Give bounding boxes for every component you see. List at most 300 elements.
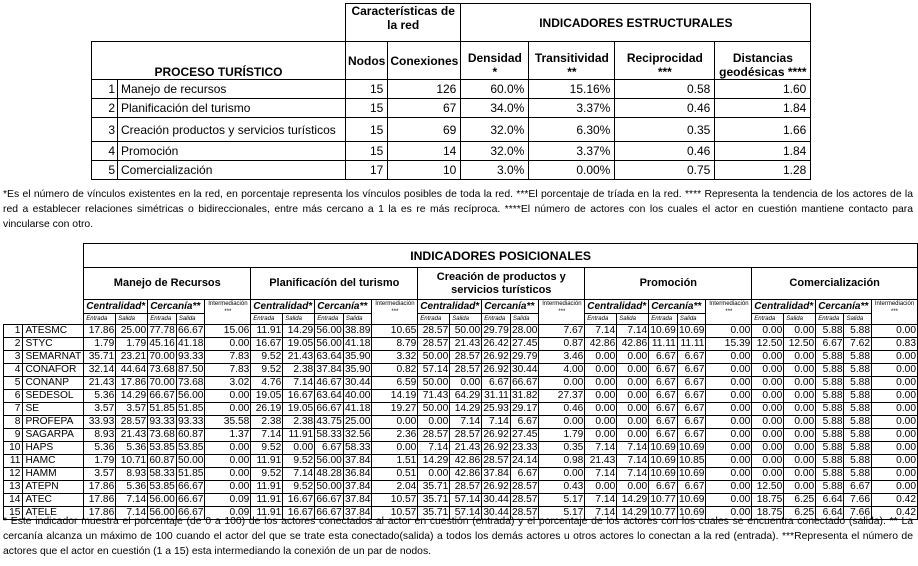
- value-cell: 27.45: [511, 429, 538, 440]
- value-cell: 71.43: [418, 390, 450, 403]
- value-cell: 64.29: [450, 390, 482, 403]
- value-cell: 6.67: [510, 416, 539, 429]
- value-cell: 57.14: [450, 494, 482, 507]
- value-cell: 7.14: [283, 468, 315, 481]
- intermediacion-header: [372, 300, 418, 325]
- value-cell: 53.85: [149, 481, 175, 492]
- value-cell: 27.37: [539, 390, 585, 403]
- blank-cell: [4, 268, 84, 300]
- cell-nodos: 15: [346, 118, 388, 142]
- process-row: [92, 142, 811, 161]
- row-index: 9: [4, 429, 23, 442]
- intermediacion-label: Intermediación: [874, 301, 915, 307]
- value-cell: 31.82: [511, 390, 538, 401]
- value-cell: 7.14: [585, 494, 617, 507]
- value-cell: 50.00: [418, 403, 450, 416]
- value-cell: 5.88: [816, 351, 844, 364]
- cell-conexiones: 14: [388, 142, 461, 161]
- cercania-header: Cercanía**: [482, 300, 539, 314]
- value-cell: 36.84: [344, 468, 371, 479]
- value-cell: 0.00: [784, 455, 816, 468]
- value-cell: 19.27: [372, 403, 418, 416]
- value-cell: 0.00: [706, 442, 752, 455]
- value-cell: 6.67: [816, 338, 844, 351]
- value-cell: 29.79: [511, 351, 538, 362]
- actor-row: [4, 364, 918, 377]
- value-cell: 5.88: [816, 377, 844, 390]
- value-cell: 14.29: [418, 455, 450, 468]
- value-cell: 0.00: [706, 494, 752, 507]
- cell-transitividad: 3.37%: [529, 142, 615, 161]
- actor-row: [4, 403, 918, 416]
- value-cell: 26.92: [483, 429, 509, 440]
- row-index: 12: [4, 468, 23, 481]
- actor-row: [4, 468, 918, 481]
- value-cell: 56.00: [177, 390, 204, 401]
- actor-row: [4, 481, 918, 494]
- value-cell: 0.00: [752, 468, 784, 481]
- salida-header: Salida: [844, 314, 872, 325]
- value-cell: 0.00: [706, 416, 752, 429]
- cell-conexiones: 10: [388, 161, 461, 180]
- value-cell: 66.67: [511, 377, 538, 388]
- value-cell: 0.00: [784, 416, 816, 429]
- centralidad-header: Centralidad*: [585, 300, 649, 314]
- value-cell: 5.36: [116, 442, 148, 455]
- value-cell: 0.00: [617, 377, 649, 390]
- value-cell: 0.00: [752, 403, 784, 416]
- value-cell: 35.90: [344, 364, 371, 375]
- entrada-header: Entrada: [148, 314, 177, 325]
- group-header: Planificacíón del turismo: [251, 268, 418, 300]
- value-cell: 51.85: [177, 468, 204, 479]
- value-cell: 5.88: [844, 325, 872, 338]
- value-cell: 0.00: [784, 481, 816, 494]
- value-cell: 16.67: [251, 338, 283, 351]
- value-cell: 5.17: [539, 507, 585, 520]
- value-cell: 10.57: [372, 507, 418, 520]
- entrada-header: Entrada: [816, 314, 844, 325]
- value-cell: 73.68: [149, 364, 175, 375]
- value-cell: 0.00: [539, 377, 585, 390]
- value-cell: 7.14: [482, 416, 511, 429]
- value-cell: 5.88: [844, 455, 872, 468]
- actor-name: ATESMC: [23, 325, 84, 338]
- value-cell: 6.67: [649, 377, 678, 390]
- cercania-header: Cercanía**: [816, 300, 872, 314]
- value-cell: 9.52: [251, 364, 283, 377]
- value-cell: 10.85: [678, 455, 705, 466]
- value-cell: 24.14: [511, 455, 538, 466]
- value-cell: 6.67: [677, 390, 706, 403]
- entrada-header: Entrada: [84, 314, 116, 325]
- value-cell: 10.69: [650, 325, 676, 336]
- actor-row: [4, 455, 918, 468]
- value-cell: 19.05: [283, 403, 315, 416]
- cell-densidad: 3.0%: [461, 161, 529, 180]
- value-cell: 0.00: [706, 507, 752, 520]
- value-cell: 0.00: [872, 481, 918, 494]
- value-cell: 0.00: [585, 377, 617, 390]
- cell-distancias: 1.60: [715, 80, 811, 99]
- value-cell: 5.88: [844, 364, 872, 377]
- value-cell: 9.52: [283, 455, 315, 468]
- value-cell: 5.88: [816, 455, 844, 468]
- value-cell: 6.67: [677, 351, 706, 364]
- value-cell: 0.00: [617, 416, 649, 429]
- value-cell: 21.43: [450, 338, 482, 351]
- cercania-header: Cercanía**: [315, 300, 372, 314]
- salida-header: Salida: [116, 314, 148, 325]
- value-cell: 0.00: [872, 416, 918, 429]
- value-cell: 35.71: [418, 481, 450, 494]
- actor-row: [4, 416, 918, 429]
- value-cell: 30.44: [344, 377, 371, 388]
- value-cell: 0.00: [585, 429, 617, 442]
- value-cell: 17.86: [84, 325, 116, 338]
- value-cell: 0.00: [205, 481, 251, 494]
- value-cell: 0.00: [872, 351, 918, 364]
- value-cell: 10.69: [650, 455, 676, 466]
- cell-conexiones: 126: [388, 80, 461, 99]
- value-cell: 28.57: [511, 481, 538, 492]
- value-cell: 0.00: [752, 351, 784, 364]
- value-cell: 0.00: [706, 390, 752, 403]
- cell-idx: 5: [92, 161, 118, 180]
- actor-row: [4, 325, 918, 338]
- value-cell: 8.93: [84, 429, 116, 442]
- value-cell: 58.33: [316, 429, 342, 440]
- value-cell: 0.00: [706, 468, 752, 481]
- cell-proceso: Manejo de recursos: [118, 80, 346, 99]
- actor-row: [4, 429, 918, 442]
- intermediacion-mark: ***: [224, 309, 232, 315]
- value-cell: 6.59: [372, 377, 418, 390]
- actor-row: [4, 338, 918, 351]
- value-cell: 3.02: [205, 377, 251, 390]
- value-cell: 6.25: [784, 507, 816, 520]
- salida-header: Salida: [343, 314, 372, 325]
- value-cell: 6.67: [649, 429, 678, 442]
- value-cell: 7.14: [617, 455, 649, 468]
- value-cell: 35.90: [344, 351, 371, 362]
- value-cell: 1.37: [205, 429, 251, 442]
- salida-header: Salida: [677, 314, 706, 325]
- actor-name: SEMARNAT: [23, 351, 84, 364]
- cell-conexiones: 69: [388, 118, 461, 142]
- value-cell: 51.85: [177, 403, 204, 414]
- value-cell: 93.33: [177, 351, 204, 362]
- value-cell: 46.67: [316, 377, 342, 388]
- value-cell: 5.88: [816, 481, 844, 494]
- value-cell: 0.00: [372, 442, 418, 455]
- value-cell: 6.64: [816, 507, 844, 520]
- value-cell: 37.84: [344, 481, 371, 492]
- entrada-header: Entrada: [585, 314, 617, 325]
- cell-nodos: 15: [346, 142, 388, 161]
- salida-header: Salida: [617, 314, 649, 325]
- value-cell: 6.67: [677, 429, 706, 442]
- row-index: 3: [4, 351, 23, 364]
- value-cell: 2.04: [372, 481, 418, 494]
- value-cell: 0.00: [752, 416, 784, 429]
- value-cell: 29.17: [511, 403, 538, 414]
- salida-header: Salida: [176, 314, 205, 325]
- value-cell: 0.00: [706, 364, 752, 377]
- value-cell: 5.88: [816, 403, 844, 416]
- value-cell: 56.00: [149, 494, 175, 505]
- actor-name: ATEPN: [23, 481, 84, 494]
- value-cell: 48.28: [316, 468, 342, 479]
- value-cell: 7.66: [844, 494, 872, 507]
- value-cell: 18.75: [752, 507, 784, 520]
- value-cell: 0.00: [784, 377, 816, 390]
- value-cell: 37.84: [316, 364, 342, 375]
- value-cell: 0.00: [784, 442, 816, 455]
- value-cell: 0.46: [539, 403, 585, 416]
- value-cell: 5.88: [844, 416, 872, 429]
- value-cell: 42.86: [585, 338, 617, 351]
- value-cell: 7.62: [844, 338, 872, 351]
- value-cell: 93.33: [149, 416, 175, 427]
- row-index: 15: [4, 507, 23, 520]
- cell-transitividad: 15.16%: [529, 80, 615, 99]
- value-cell: 6.25: [784, 494, 816, 507]
- value-cell: 58.33: [344, 442, 371, 453]
- value-cell: 0.00: [872, 377, 918, 390]
- process-row: [92, 161, 811, 180]
- value-cell: 14.19: [372, 390, 418, 403]
- value-cell: 0.00: [205, 442, 251, 455]
- salida-header: Salida: [283, 314, 315, 325]
- value-cell: 7.14: [251, 429, 283, 442]
- value-cell: 8.93: [116, 468, 148, 481]
- value-cell: 26.92: [483, 364, 509, 375]
- value-cell: 33.93: [84, 416, 116, 429]
- value-cell: 17.86: [84, 507, 116, 520]
- cell-reciprocidad: 0.75: [615, 161, 715, 180]
- value-cell: 6.67: [677, 416, 706, 429]
- value-cell: 0.00: [585, 481, 617, 494]
- value-cell: 26.92: [483, 481, 509, 492]
- value-cell: 7.66: [844, 507, 872, 520]
- value-cell: 4.00: [539, 364, 585, 377]
- value-cell: 30.44: [511, 364, 538, 375]
- value-cell: 7.67: [539, 325, 585, 338]
- value-cell: 66.67: [177, 325, 204, 336]
- entrada-header: Entrada: [752, 314, 784, 325]
- value-cell: 32.14: [84, 364, 116, 377]
- cercania-header: Cercanía**: [649, 300, 706, 314]
- value-cell: 27.45: [511, 338, 538, 349]
- value-cell: 37.84: [344, 507, 371, 518]
- value-cell: 0.83: [872, 338, 918, 351]
- value-cell: 16.67: [283, 494, 315, 507]
- value-cell: 10.69: [678, 507, 705, 518]
- value-cell: 0.00: [784, 390, 816, 403]
- value-cell: 0.00: [205, 468, 251, 481]
- value-cell: 25.00: [344, 416, 371, 427]
- value-cell: 1.51: [372, 455, 418, 468]
- value-cell: 8.79: [372, 338, 418, 351]
- cell-proceso: Promoción: [118, 142, 346, 161]
- salida-header: Salida: [510, 314, 539, 325]
- actor-name: HAPS: [23, 442, 84, 455]
- value-cell: 25.00: [116, 325, 148, 338]
- value-cell: 0.87: [539, 338, 585, 351]
- value-cell: 18.75: [752, 494, 784, 507]
- value-cell: 21.43: [283, 351, 315, 364]
- value-cell: 3.57: [84, 403, 116, 416]
- value-cell: 0.00: [752, 429, 784, 442]
- value-cell: 1.79: [539, 429, 585, 442]
- cell-transitividad: 6.30%: [529, 118, 615, 142]
- value-cell: 28.57: [450, 351, 482, 364]
- value-cell: 66.67: [177, 507, 204, 518]
- actor-name: ATELE: [23, 507, 84, 520]
- value-cell: 56.00: [149, 507, 175, 518]
- value-cell: 0.00: [752, 377, 784, 390]
- value-cell: 58.33: [149, 468, 175, 479]
- entrada-header: Entrada: [251, 314, 283, 325]
- value-cell: 0.00: [872, 325, 918, 338]
- value-cell: 16.67: [283, 390, 315, 403]
- cell-idx: 4: [92, 142, 118, 161]
- value-cell: 6.67: [844, 481, 872, 494]
- salida-header: Salida: [450, 314, 482, 325]
- value-cell: 0.00: [706, 325, 752, 338]
- row-index: 10: [4, 442, 23, 455]
- value-cell: 37.84: [344, 494, 371, 505]
- value-cell: 0.00: [752, 364, 784, 377]
- value-cell: 5.17: [539, 494, 585, 507]
- value-cell: 0.00: [539, 416, 585, 429]
- value-cell: 0.00: [706, 429, 752, 442]
- cell-reciprocidad: 0.46: [615, 99, 715, 118]
- value-cell: 66.67: [316, 494, 342, 505]
- value-cell: 7.14: [617, 325, 649, 338]
- value-cell: 0.00: [872, 403, 918, 416]
- conexiones-header: Conexiones: [388, 42, 461, 80]
- value-cell: 1.79: [84, 455, 116, 468]
- value-cell: 66.67: [177, 481, 204, 492]
- value-cell: 0.00: [784, 325, 816, 338]
- value-cell: 23.33: [511, 442, 538, 453]
- value-cell: 28.00: [511, 325, 538, 336]
- value-cell: 35.58: [205, 416, 251, 429]
- densidad-header: Densidad *: [461, 42, 529, 80]
- value-cell: 0.00: [784, 468, 816, 481]
- value-cell: 0.00: [752, 325, 784, 338]
- group-header: Promoción: [585, 268, 752, 300]
- value-cell: 7.14: [585, 325, 617, 338]
- value-cell: 7.14: [617, 468, 649, 481]
- row-index: 5: [4, 377, 23, 390]
- value-cell: 66.67: [177, 494, 204, 505]
- value-cell: 6.67: [677, 481, 706, 494]
- value-cell: 28.57: [116, 416, 148, 429]
- value-cell: 0.00: [617, 364, 649, 377]
- value-cell: 0.00: [585, 403, 617, 416]
- value-cell: 42.86: [617, 338, 649, 351]
- value-cell: 70.00: [149, 377, 175, 388]
- value-cell: 7.83: [205, 364, 251, 377]
- value-cell: 14.29: [617, 494, 649, 507]
- value-cell: 63.64: [316, 390, 342, 401]
- value-cell: 28.57: [450, 429, 482, 442]
- value-cell: 23.21: [116, 351, 148, 364]
- cell-idx: 1: [92, 80, 118, 99]
- value-cell: 10.65: [372, 325, 418, 338]
- value-cell: 10.69: [678, 325, 705, 336]
- value-cell: 5.88: [816, 468, 844, 481]
- value-cell: 0.00: [784, 351, 816, 364]
- cell-reciprocidad: 0.58: [615, 80, 715, 99]
- value-cell: 5.88: [816, 429, 844, 442]
- value-cell: 12.50: [752, 338, 784, 351]
- actor-row: [4, 390, 918, 403]
- value-cell: 63.64: [316, 351, 342, 362]
- actor-name: CONANP: [23, 377, 84, 390]
- value-cell: 19.05: [283, 338, 315, 351]
- value-cell: 6.64: [816, 494, 844, 507]
- value-cell: 41.18: [344, 403, 371, 414]
- value-cell: 7.14: [585, 507, 617, 520]
- cell-reciprocidad: 0.46: [615, 142, 715, 161]
- value-cell: 0.00: [706, 481, 752, 494]
- positional-footnote: * Este indicador muestra el porcentaje (de 0 a 100) de los actores conectados al actor en cuestión (entrada) y el porcentaje de los actores con los cuales se encuentra conectado (salida). ** La cercanía alcanza un máximo de 100 cuando el actor del que se trate esta conectado(salida) a todos los demás actores u otros actores lo conectan a la red (entrada). ***Representa el número de actores que el actor en cuestión (1 a 15) esta intermediando la conexión de un par de nodos.: [3, 516, 913, 557]
- cell-nodos: 15: [346, 99, 388, 118]
- value-cell: 32.56: [344, 429, 371, 440]
- value-cell: 60.87: [149, 455, 175, 466]
- intermediacion-mark: ***: [890, 309, 898, 315]
- value-cell: 2.38: [251, 416, 283, 429]
- actor-row: [4, 442, 918, 455]
- cell-idx: 2: [92, 99, 118, 118]
- cell-distancias: 1.84: [715, 99, 811, 118]
- value-cell: 2.38: [283, 364, 315, 377]
- intermediacion-header: [872, 300, 918, 325]
- cell-proceso: Planificación del turismo: [118, 99, 346, 118]
- actor-row: [4, 377, 918, 390]
- value-cell: 1.79: [116, 338, 148, 351]
- value-cell: 50.00: [316, 481, 342, 492]
- value-cell: 11.91: [251, 507, 283, 520]
- group-header: Creación de productos y servicios turísticos: [418, 268, 585, 300]
- value-cell: 28.57: [418, 429, 450, 442]
- value-cell: 0.00: [617, 481, 649, 494]
- process-row: [92, 118, 811, 142]
- value-cell: 35.71: [418, 507, 450, 520]
- value-cell: 0.09: [205, 507, 251, 520]
- value-cell: 66.67: [316, 403, 342, 414]
- value-cell: 11.91: [251, 325, 283, 338]
- value-cell: 42.86: [450, 468, 482, 481]
- intermediacion-header: [706, 300, 752, 325]
- value-cell: 5.88: [844, 403, 872, 416]
- cell-distancias: 1.84: [715, 142, 811, 161]
- value-cell: 10.69: [678, 442, 705, 453]
- transitividad-header: Transitividad **: [529, 42, 615, 80]
- value-cell: 56.00: [316, 455, 342, 466]
- value-cell: 0.00: [585, 390, 617, 403]
- value-cell: 28.57: [418, 338, 450, 351]
- value-cell: 6.67: [510, 468, 539, 481]
- actor-name: SAGARPA: [23, 429, 84, 442]
- value-cell: 0.00: [617, 429, 649, 442]
- cell-densidad: 34.0%: [461, 99, 529, 118]
- value-cell: 6.67: [315, 442, 344, 455]
